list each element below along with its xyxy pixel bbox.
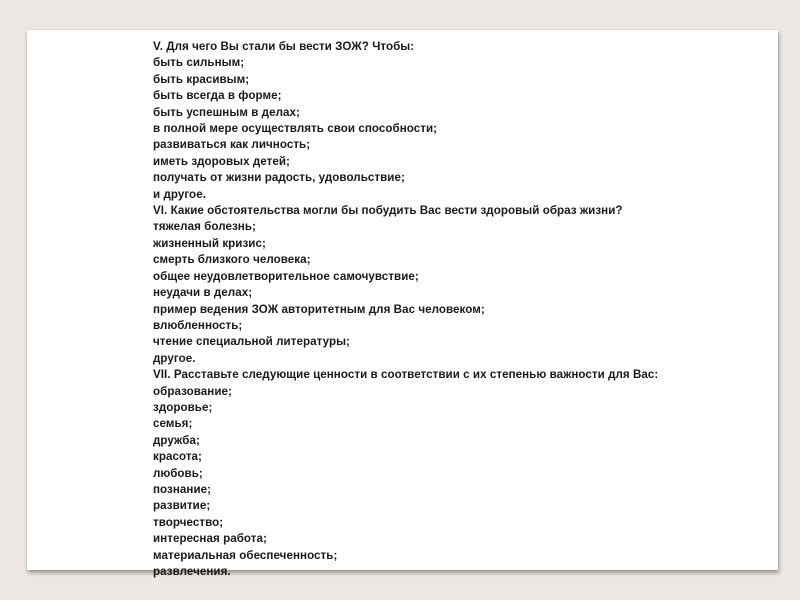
section-7-option: любовь; [153, 466, 203, 480]
section-7-option: образование; [153, 384, 232, 398]
section-6-option: смерть близкого человека; [153, 253, 311, 267]
section-6-option: чтение специальной литературы; [153, 335, 350, 349]
section-7-option: красота; [153, 450, 202, 464]
section-7-option: интересная работа; [153, 532, 267, 546]
section-5-option: и другое. [153, 187, 206, 201]
section-7-heading: VII. Расставьте следующие ценности в соответствии с их степенью важности для Вас: [153, 368, 659, 382]
section-5-option: быть всегда в форме; [153, 89, 282, 103]
questionnaire-text [153, 39, 773, 580]
section-7-option: развлечения. [153, 565, 231, 578]
section-7-option: творчество; [153, 515, 224, 529]
slide [27, 30, 778, 578]
section-7-option: развитие; [153, 499, 211, 513]
section-7-option: семья; [153, 417, 193, 431]
section-6-option: другое. [153, 351, 196, 365]
section-6-option: общее неудовлетворительное самочувствие; [153, 269, 419, 283]
section-6-option: жизненный кризис; [153, 236, 266, 250]
section-7-option: материальная обеспеченность; [153, 548, 338, 562]
section-6-option: пример ведения ЗОЖ авторитетным для Вас человеком; [153, 302, 485, 316]
section-7-option: познание; [153, 482, 212, 496]
section-6-heading: VI. Какие обстоятельства могли бы побудить Вас вести здоровый образ жизни? [153, 204, 623, 218]
section-5-option: иметь здоровых детей; [153, 154, 290, 168]
section-6-option: неудачи в делах; [153, 286, 253, 300]
section-6-option: тяжелая болезнь; [153, 220, 256, 234]
section-6-option: влюбленность; [153, 318, 243, 332]
section-5-option: быть красивым; [153, 72, 250, 86]
section-5-option: в полной мере осуществлять свои способности; [153, 122, 438, 136]
section-5-option: развиваться как личность; [153, 138, 311, 152]
section-5-option: быть сильным; [153, 56, 245, 70]
section-5-heading: V. Для чего Вы стали бы вести ЗОЖ? Чтобы: [153, 40, 415, 53]
section-7-option: дружба; [153, 433, 200, 447]
section-5-option: быть успешным в делах; [153, 105, 300, 119]
section-7-option: здоровье; [153, 400, 213, 414]
section-5-option: получать от жизни радость, удовольствие; [153, 171, 405, 185]
